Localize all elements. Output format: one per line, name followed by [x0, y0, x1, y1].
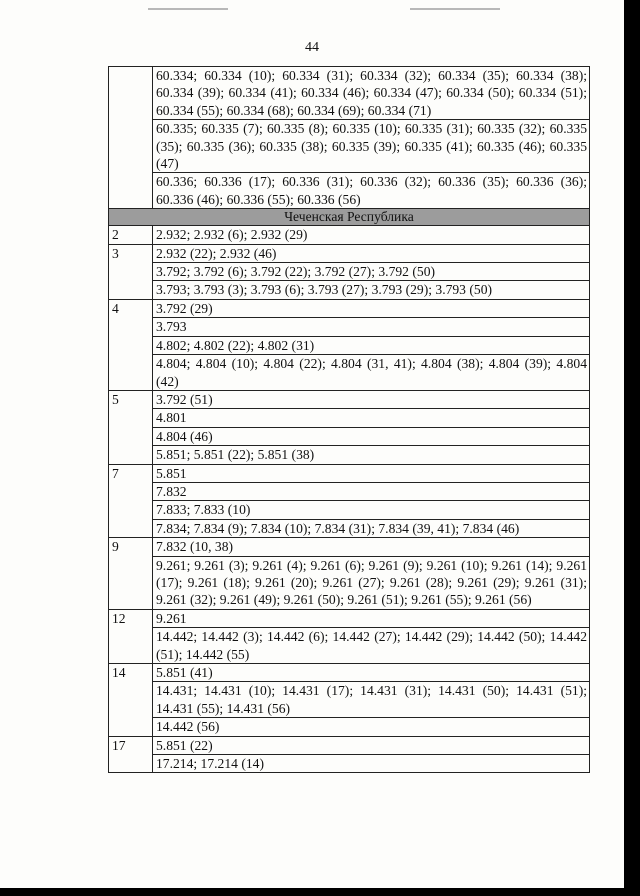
group-number-cell: 3: [109, 244, 153, 299]
codes-cell: 7.833; 7.833 (10): [153, 501, 590, 519]
group-number-cell: 14: [109, 664, 153, 737]
table-row: [109, 281, 590, 299]
codes-cell: 14.431; 14.431 (10); 14.431 (17); 14.431 (31); 14.431 (50); 14.431 (51); 14.431 (55); 14.431 (56): [153, 682, 590, 718]
codes-cell: 60.335; 60.335 (7); 60.335 (8); 60.335 (10); 60.335 (31); 60.335 (32); 60.335 (35); 60.335 (36); 60.335 (38); 60.335 (39); 60.335 (41); 60.335 (46); 60.335 (47): [153, 120, 590, 173]
table-row: [109, 718, 590, 736]
codes-cell: 5.851 (41): [153, 664, 590, 682]
table-row: [109, 263, 590, 281]
table-row: [109, 755, 590, 773]
table-row: [109, 682, 590, 718]
codes-cell: 60.336; 60.336 (17); 60.336 (31); 60.336 (32); 60.336 (35); 60.336 (36); 60.336 (46); 60.336 (55); 60.336 (56): [153, 173, 590, 209]
codes-cell: 5.851: [153, 464, 590, 482]
group-number-cell: 12: [109, 609, 153, 663]
table-row: [109, 628, 590, 664]
codes-cell: 60.334; 60.334 (10); 60.334 (31); 60.334 (32); 60.334 (35); 60.334 (38); 60.334 (39); 60.334 (41); 60.334 (46); 60.334 (47); 60.334 (50); 60.334 (51); 60.334 (55); 60.334 (68); 60.334 (69); 60.334 (71): [153, 67, 590, 120]
scan-artifact: [148, 8, 228, 10]
codes-cell: 9.261; 9.261 (3); 9.261 (4); 9.261 (6); 9.261 (9); 9.261 (10); 9.261 (14); 9.261 (17); 9.261 (18); 9.261 (20); 9.261 (27); 9.261 (28); 9.261 (29); 9.261 (31); 9.261 (32); 9.261 (49); 9.261 (50); 9.261 (51); 9.261 (55); 9.261 (56): [153, 556, 590, 609]
table-row: [109, 446, 590, 464]
table-row: [109, 664, 590, 682]
table-row: [109, 538, 590, 556]
table-row: [109, 226, 590, 244]
codes-cell: 7.832 (10, 38): [153, 538, 590, 556]
codes-cell: 4.801: [153, 409, 590, 427]
regulation-table: [108, 66, 590, 773]
scan-artifact: [410, 8, 500, 10]
codes-cell: 3.793: [153, 318, 590, 336]
codes-cell: 9.261: [153, 609, 590, 627]
codes-cell: 5.851 (22): [153, 736, 590, 754]
table-row: [109, 299, 590, 317]
table-row: [109, 519, 590, 537]
table-row: [109, 244, 590, 262]
table-row: [109, 427, 590, 445]
table-row: [109, 355, 590, 391]
group-number-cell: 7: [109, 464, 153, 538]
table-row: [109, 556, 590, 609]
page-number: 44: [305, 40, 319, 55]
codes-cell: 17.214; 17.214 (14): [153, 755, 590, 773]
group-number-cell: 9: [109, 538, 153, 610]
table-row: [109, 464, 590, 482]
codes-cell: 14.442 (56): [153, 718, 590, 736]
table-row: [109, 318, 590, 336]
table-body: [109, 67, 590, 773]
codes-cell: 3.793; 3.793 (3); 3.793 (6); 3.793 (27); 3.793 (29); 3.793 (50): [153, 281, 590, 299]
region-title: Чеченская Республика: [109, 209, 590, 226]
codes-cell: 3.792 (29): [153, 299, 590, 317]
codes-cell: 3.792 (51): [153, 390, 590, 408]
codes-cell: 2.932; 2.932 (6); 2.932 (29): [153, 226, 590, 244]
group-number-cell: 4: [109, 299, 153, 390]
table-row: [109, 409, 590, 427]
group-number-cell: [109, 67, 153, 209]
table-row: [109, 736, 590, 754]
table-row: [109, 120, 590, 173]
table-row: [109, 482, 590, 500]
codes-cell: 2.932 (22); 2.932 (46): [153, 244, 590, 262]
codes-cell: 7.832: [153, 482, 590, 500]
table-row: [109, 609, 590, 627]
group-number-cell: 17: [109, 736, 153, 773]
codes-cell: 14.442; 14.442 (3); 14.442 (6); 14.442 (27); 14.442 (29); 14.442 (50); 14.442 (51); 14.442 (55): [153, 628, 590, 664]
codes-cell: 7.834; 7.834 (9); 7.834 (10); 7.834 (31); 7.834 (39, 41); 7.834 (46): [153, 519, 590, 537]
table-row: [109, 67, 590, 120]
codes-cell: 4.802; 4.802 (22); 4.802 (31): [153, 336, 590, 354]
table-row: [109, 336, 590, 354]
group-number-cell: 5: [109, 390, 153, 464]
region-header-row: [109, 209, 590, 226]
codes-cell: 5.851; 5.851 (22); 5.851 (38): [153, 446, 590, 464]
codes-cell: 4.804 (46): [153, 427, 590, 445]
codes-cell: 4.804; 4.804 (10); 4.804 (22); 4.804 (31, 41); 4.804 (38); 4.804 (39); 4.804 (42): [153, 355, 590, 391]
table-row: [109, 173, 590, 209]
table-row: [109, 390, 590, 408]
table-row: [109, 501, 590, 519]
group-number-cell: 2: [109, 226, 153, 244]
codes-cell: 3.792; 3.792 (6); 3.792 (22); 3.792 (27); 3.792 (50): [153, 263, 590, 281]
